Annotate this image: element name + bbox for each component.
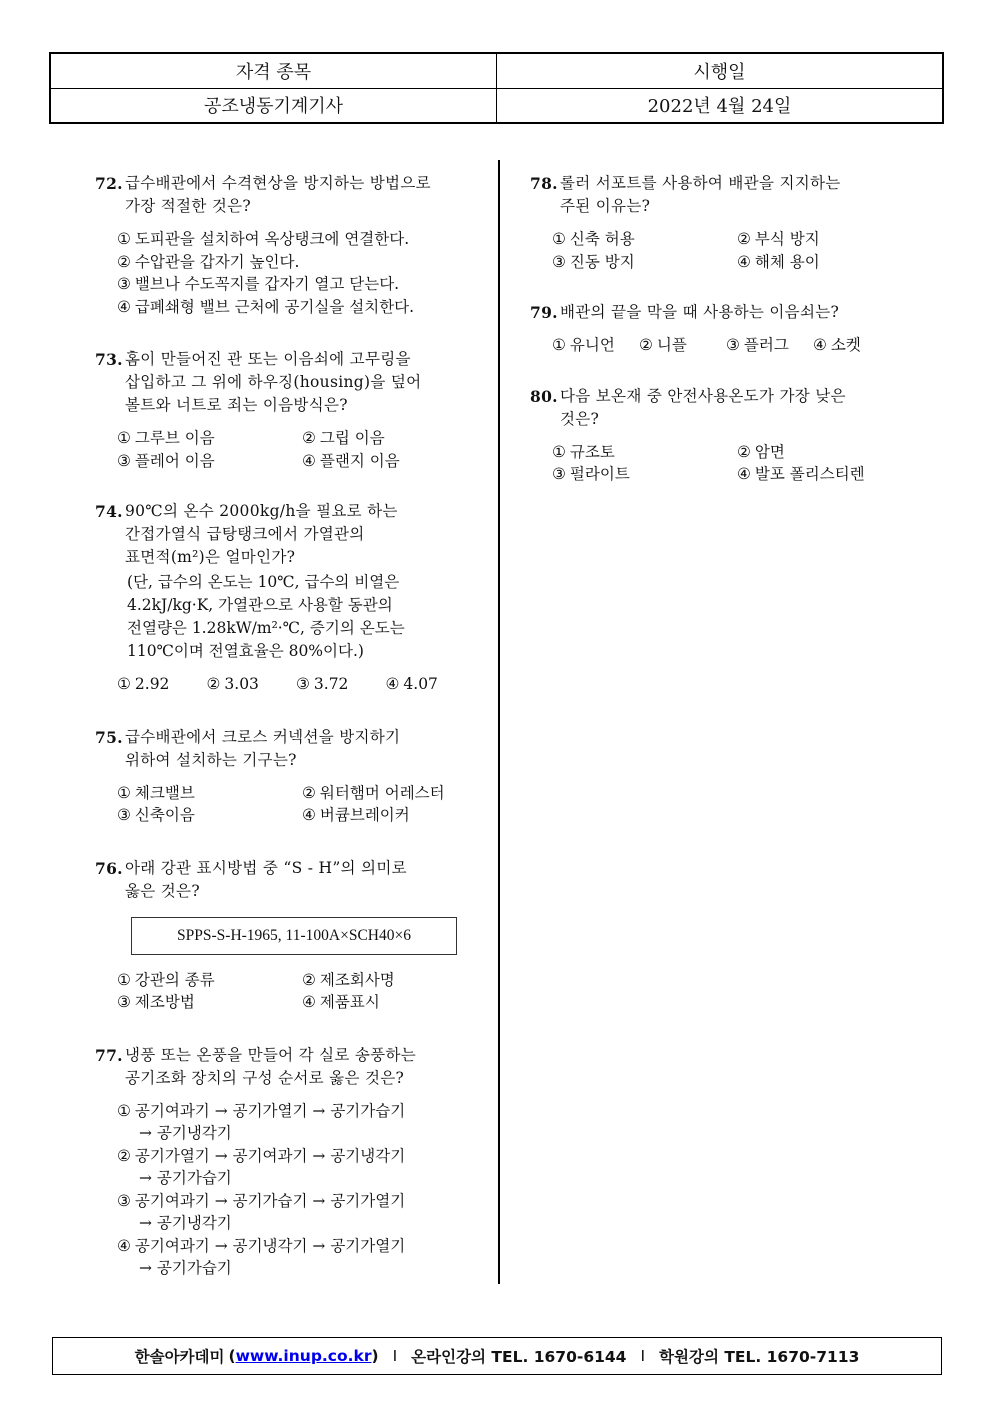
option-4[interactable]: ④ 제품표시 bbox=[302, 993, 380, 1011]
option-4[interactable]: ④ 급폐쇄형 밸브 근처에 공기실을 설치한다. bbox=[117, 297, 415, 316]
question-79 bbox=[530, 301, 900, 357]
option-1[interactable]: ① 강관의 종류 bbox=[117, 970, 215, 989]
question-text: 다음 보온재 중 안전사용온도가 가장 낮은 것은? bbox=[560, 386, 846, 428]
option-1[interactable]: ① 규조토 bbox=[552, 442, 615, 461]
option-3[interactable]: ③ 공기여과기 → 공기가습기 → 공기가열기 → 공기냉각기 bbox=[117, 1191, 406, 1232]
question-76 bbox=[95, 857, 475, 1014]
option-1[interactable]: ① 도피관을 설치하여 옥상탱크에 연결한다. bbox=[117, 230, 410, 248]
header-subject-value: 공조냉동기계기사 bbox=[50, 88, 497, 123]
options bbox=[95, 673, 475, 696]
option-2[interactable]: ② 제조회사명 bbox=[302, 970, 395, 989]
option-3[interactable]: ③ 밸브나 수도꼭지를 갑자기 열고 닫는다. bbox=[117, 275, 400, 293]
options bbox=[95, 969, 475, 1014]
online-phone: 온라인강의 TEL. 1670-6144 bbox=[411, 1348, 627, 1366]
option-1[interactable]: ① 유니언 bbox=[552, 336, 615, 354]
options bbox=[95, 782, 475, 827]
header-label-subject: 자격 종목 bbox=[50, 53, 497, 88]
question-74 bbox=[95, 500, 475, 696]
option-3[interactable]: ③ 플레어 이음 bbox=[117, 451, 215, 470]
option-2[interactable]: ② 그립 이음 bbox=[302, 429, 385, 447]
question-text: 급수배관에서 수격현상을 방지하는 방법으로 가장 적절한 것은? bbox=[125, 174, 431, 215]
option-3[interactable]: ③ 3.72 bbox=[296, 675, 349, 693]
question-number: 73. bbox=[95, 350, 123, 369]
question-number: 72. bbox=[95, 174, 123, 193]
question-text: 급수배관에서 크로스 커넥션을 방지하기 위하여 설치하는 기구는? bbox=[125, 727, 401, 769]
footer-separator: I bbox=[640, 1347, 646, 1365]
question-number: 78. bbox=[530, 174, 558, 193]
left-column bbox=[95, 172, 475, 1280]
column-divider bbox=[498, 160, 500, 1284]
question-text: 홈이 만들어진 관 또는 이음쇠에 고무링을 삽입하고 그 위에 하우징(housing)을 덮어 볼트와 너트로 죄는 이음방식은? bbox=[125, 350, 422, 414]
options bbox=[530, 441, 900, 486]
options bbox=[530, 334, 900, 357]
option-1[interactable]: ① 체크밸브 bbox=[117, 783, 195, 802]
option-2[interactable]: ② 암면 bbox=[737, 442, 785, 461]
option-4[interactable]: ④ 버큠브레이커 bbox=[302, 806, 410, 824]
options bbox=[95, 1100, 475, 1280]
question-73 bbox=[95, 348, 475, 472]
question-text: 배관의 끝을 막을 때 사용하는 이음쇠는? bbox=[560, 303, 840, 321]
academy-name: 한솔아카데미 bbox=[134, 1348, 225, 1366]
option-1[interactable]: ① 2.92 bbox=[117, 675, 170, 693]
question-number: 80. bbox=[530, 386, 558, 406]
question-72 bbox=[95, 172, 475, 318]
option-2[interactable]: ② 3.03 bbox=[206, 675, 259, 693]
question-text: 냉풍 또는 온풍을 만들어 각 실로 송풍하는 공기조화 장치의 구성 순서로 옳은 것은? bbox=[125, 1045, 417, 1087]
option-2[interactable]: ② 부식 방지 bbox=[737, 230, 820, 248]
question-75 bbox=[95, 726, 475, 827]
option-4[interactable]: ④ 공기여과기 → 공기냉각기 → 공기가열기 → 공기가습기 bbox=[117, 1236, 406, 1277]
footer-bar: 한솔아카데미 ( www.inup.co.kr ) I 온라인강의 TEL. 1670-6144 I 학원강의 TEL. 1670-7113 bbox=[52, 1337, 942, 1375]
question-number: 79. bbox=[530, 303, 558, 322]
option-2[interactable]: ② 공기가열기 → 공기여과기 → 공기냉각기 → 공기가습기 bbox=[117, 1146, 406, 1187]
option-1[interactable]: ① 그루브 이음 bbox=[117, 429, 215, 447]
option-3[interactable]: ③ 신축이음 bbox=[117, 806, 195, 824]
question-number: 74. bbox=[95, 502, 123, 521]
question-77 bbox=[95, 1044, 475, 1280]
options bbox=[95, 228, 475, 318]
website-link[interactable]: www.inup.co.kr bbox=[235, 1347, 372, 1365]
option-1[interactable]: ① 신축 허용 bbox=[552, 230, 635, 248]
header-label-date: 시행일 bbox=[497, 53, 944, 88]
header-table bbox=[49, 52, 944, 124]
question-80 bbox=[530, 385, 900, 486]
offline-phone: 학원강의 TEL. 1670-7113 bbox=[659, 1348, 860, 1366]
option-3[interactable]: ③ 펄라이트 bbox=[552, 465, 630, 483]
option-2[interactable]: ② 수압관을 갑자기 높인다. bbox=[117, 252, 300, 271]
question-text: 롤러 서포트를 사용하여 배관을 지지하는 주된 이유는? bbox=[560, 174, 841, 215]
option-4[interactable]: ④ 소켓 bbox=[813, 336, 861, 354]
pipe-spec-box: SPPS-S-H-1965, 11-100A×SCH40×6 bbox=[131, 917, 457, 955]
option-4[interactable]: ④ 발포 폴리스티렌 bbox=[737, 465, 865, 483]
option-3[interactable]: ③ 제조방법 bbox=[117, 993, 195, 1011]
option-2[interactable]: ② 니플 bbox=[639, 336, 687, 354]
footer-separator: I bbox=[392, 1347, 398, 1365]
question-number: 77. bbox=[95, 1045, 123, 1065]
question-number: 75. bbox=[95, 727, 123, 747]
option-3[interactable]: ③ 진동 방지 bbox=[552, 252, 635, 271]
option-4[interactable]: ④ 해체 용이 bbox=[737, 252, 820, 271]
question-note: (단, 급수의 온도는 10℃, 급수의 비열은 4.2kJ/kg·K, 가열관으로 사용할 동관의 전열량은 1.28kW/m²·℃, 증기의 온도는 110℃이며 전열효율은 80%이다.) bbox=[127, 573, 405, 660]
question-number: 76. bbox=[95, 858, 123, 878]
right-column bbox=[530, 172, 900, 486]
option-1[interactable]: ① 공기여과기 → 공기가열기 → 공기가습기 → 공기냉각기 bbox=[117, 1101, 406, 1142]
option-4[interactable]: ④ 4.07 bbox=[385, 675, 438, 693]
options bbox=[95, 427, 475, 472]
option-2[interactable]: ② 워터햄머 어레스터 bbox=[302, 783, 445, 802]
question-text: 90℃의 온수 2000kg/h을 필요로 하는 간접가열식 급탕탱크에서 가열관의 표면적(m²)은 얼마인가? bbox=[125, 502, 398, 566]
question-text: 아래 강관 표시방법 중 “S - H”의 의미로 옳은 것은? bbox=[125, 858, 407, 900]
header-date-value: 2022년 4월 24일 bbox=[497, 88, 944, 123]
option-3[interactable]: ③ 플러그 bbox=[726, 336, 789, 354]
option-4[interactable]: ④ 플랜지 이음 bbox=[302, 451, 400, 470]
question-78 bbox=[530, 172, 900, 273]
options bbox=[530, 228, 900, 273]
